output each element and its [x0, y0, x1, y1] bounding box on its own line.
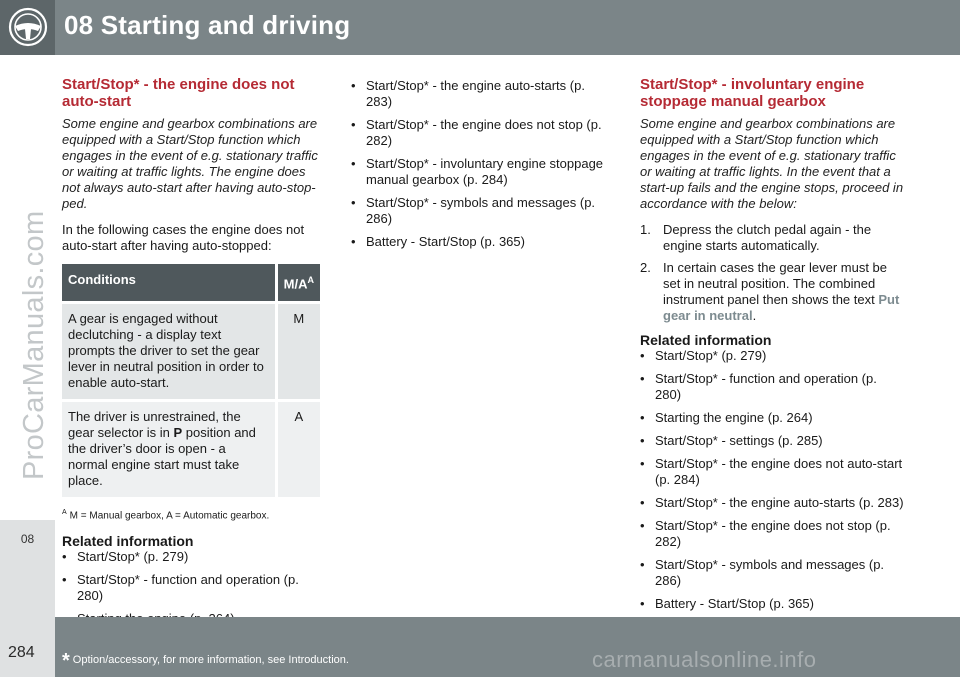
- table-header-ma: $M/A^A$: [275, 264, 320, 301]
- related-link[interactable]: • Start/Stop* - symbols and messages (p. 286): [640, 557, 905, 589]
- table-cell-condition: The driver is unrestrained, the gear selector is in P position and the driver’s door is open - a normal engine start must take place.: [62, 399, 275, 497]
- table-row: [62, 301, 320, 399]
- table-header-conditions: Conditions: [62, 264, 275, 301]
- related-list: [640, 348, 905, 612]
- display-text-highlight: Put gear in neutral: [663, 292, 900, 323]
- related-link[interactable]: • Battery - Start/Stop (p. 365): [640, 596, 905, 612]
- site-watermark: carmanualsonline.info: [592, 647, 817, 672]
- related-link[interactable]: • Start/Stop* - the engine does not auto-start (p. 284): [640, 456, 905, 488]
- section-intro: Some engine and gearbox combinations are equipped with a Start/Stop function which engages in the event of e.g. stationary traffic or waiting at traffic lights. In the event that a start-up fails and the engine stops, proceed in accordance with the below:: [640, 116, 904, 211]
- related-link[interactable]: • Start/Stop* - settings (p. 285): [640, 433, 905, 449]
- table-cell-condition: A gear is engaged without declutching - a display text prompts the driver to set the gear lever in neutral position in order to enable auto-start.: [62, 301, 275, 399]
- steps-list: [640, 222, 905, 324]
- chapter-number: 08: [20, 532, 35, 546]
- column-left: [62, 76, 322, 657]
- step-item: 1. Depress the clutch pedal again - the engine starts automatically.: [640, 222, 872, 253]
- related-link[interactable]: • Start/Stop* - involuntary engine stoppage manual gearbox (p. 284): [351, 156, 613, 188]
- related-link[interactable]: • Start/Stop* - the engine does not stop (p. 282): [640, 518, 905, 550]
- page-number: 284: [8, 644, 35, 661]
- chapter-title: 08 Starting and driving: [64, 10, 351, 40]
- section-title: Start/Stop* - involuntary engine stoppage manual gearbox: [640, 76, 865, 110]
- table-row: [62, 399, 320, 497]
- related-link[interactable]: • Start/Stop* (p. 279): [62, 549, 322, 565]
- sidebar-watermark: ProCarManuals.com: [18, 210, 50, 480]
- column-middle: [351, 78, 613, 257]
- footer-note: * Option/accessory, for more information, see Introduction.: [62, 650, 349, 672]
- table-cell-value: M: [275, 301, 320, 399]
- related-list-continued: [351, 78, 613, 250]
- section-paragraph: In the following cases the engine does not auto-start after having auto-stopped:: [62, 222, 305, 253]
- related-link[interactable]: • Starting the engine (p. 264): [640, 410, 905, 426]
- related-link[interactable]: • Start/Stop* (p. 279): [640, 348, 905, 364]
- related-link[interactable]: • Start/Stop* - function and operation (p. 280): [640, 371, 905, 403]
- section-intro: Some engine and gearbox combinations are equipped with a Start/Stop function which engages in the event of e.g. stationary traffic or waiting at traffic lights. The engine does not always auto-start after having auto-stop-ped.: [62, 116, 318, 211]
- related-link[interactable]: • Start/Stop* - symbols and messages (p. 286): [351, 195, 613, 227]
- related-link[interactable]: • Start/Stop* - the engine auto-starts (p. 283): [351, 78, 613, 110]
- steering-wheel-icon: [8, 7, 48, 47]
- related-link[interactable]: • Start/Stop* - the engine does not stop (p. 282): [351, 117, 613, 149]
- table-footnote: $^A$ M = Manual gearbox, A = Automatic gearbox.: [62, 509, 270, 522]
- step-item: 2. In certain cases the gear lever must be set in neutral position. The combined instrument panel then shows the text Put gear in neutral.: [640, 260, 900, 323]
- column-right: [640, 76, 905, 619]
- related-title: Related information: [640, 332, 772, 348]
- related-link[interactable]: • Battery - Start/Stop (p. 365): [351, 234, 613, 250]
- table-cell-value: A: [275, 399, 320, 497]
- related-link[interactable]: • Start/Stop* - the engine auto-starts (p. 283): [640, 495, 905, 511]
- related-link[interactable]: • Start/Stop* - function and operation (p. 280): [62, 572, 322, 604]
- related-title: Related information: [62, 532, 194, 549]
- conditions-table: [62, 264, 320, 497]
- section-title: Start/Stop* - the engine does not auto-start: [62, 76, 295, 110]
